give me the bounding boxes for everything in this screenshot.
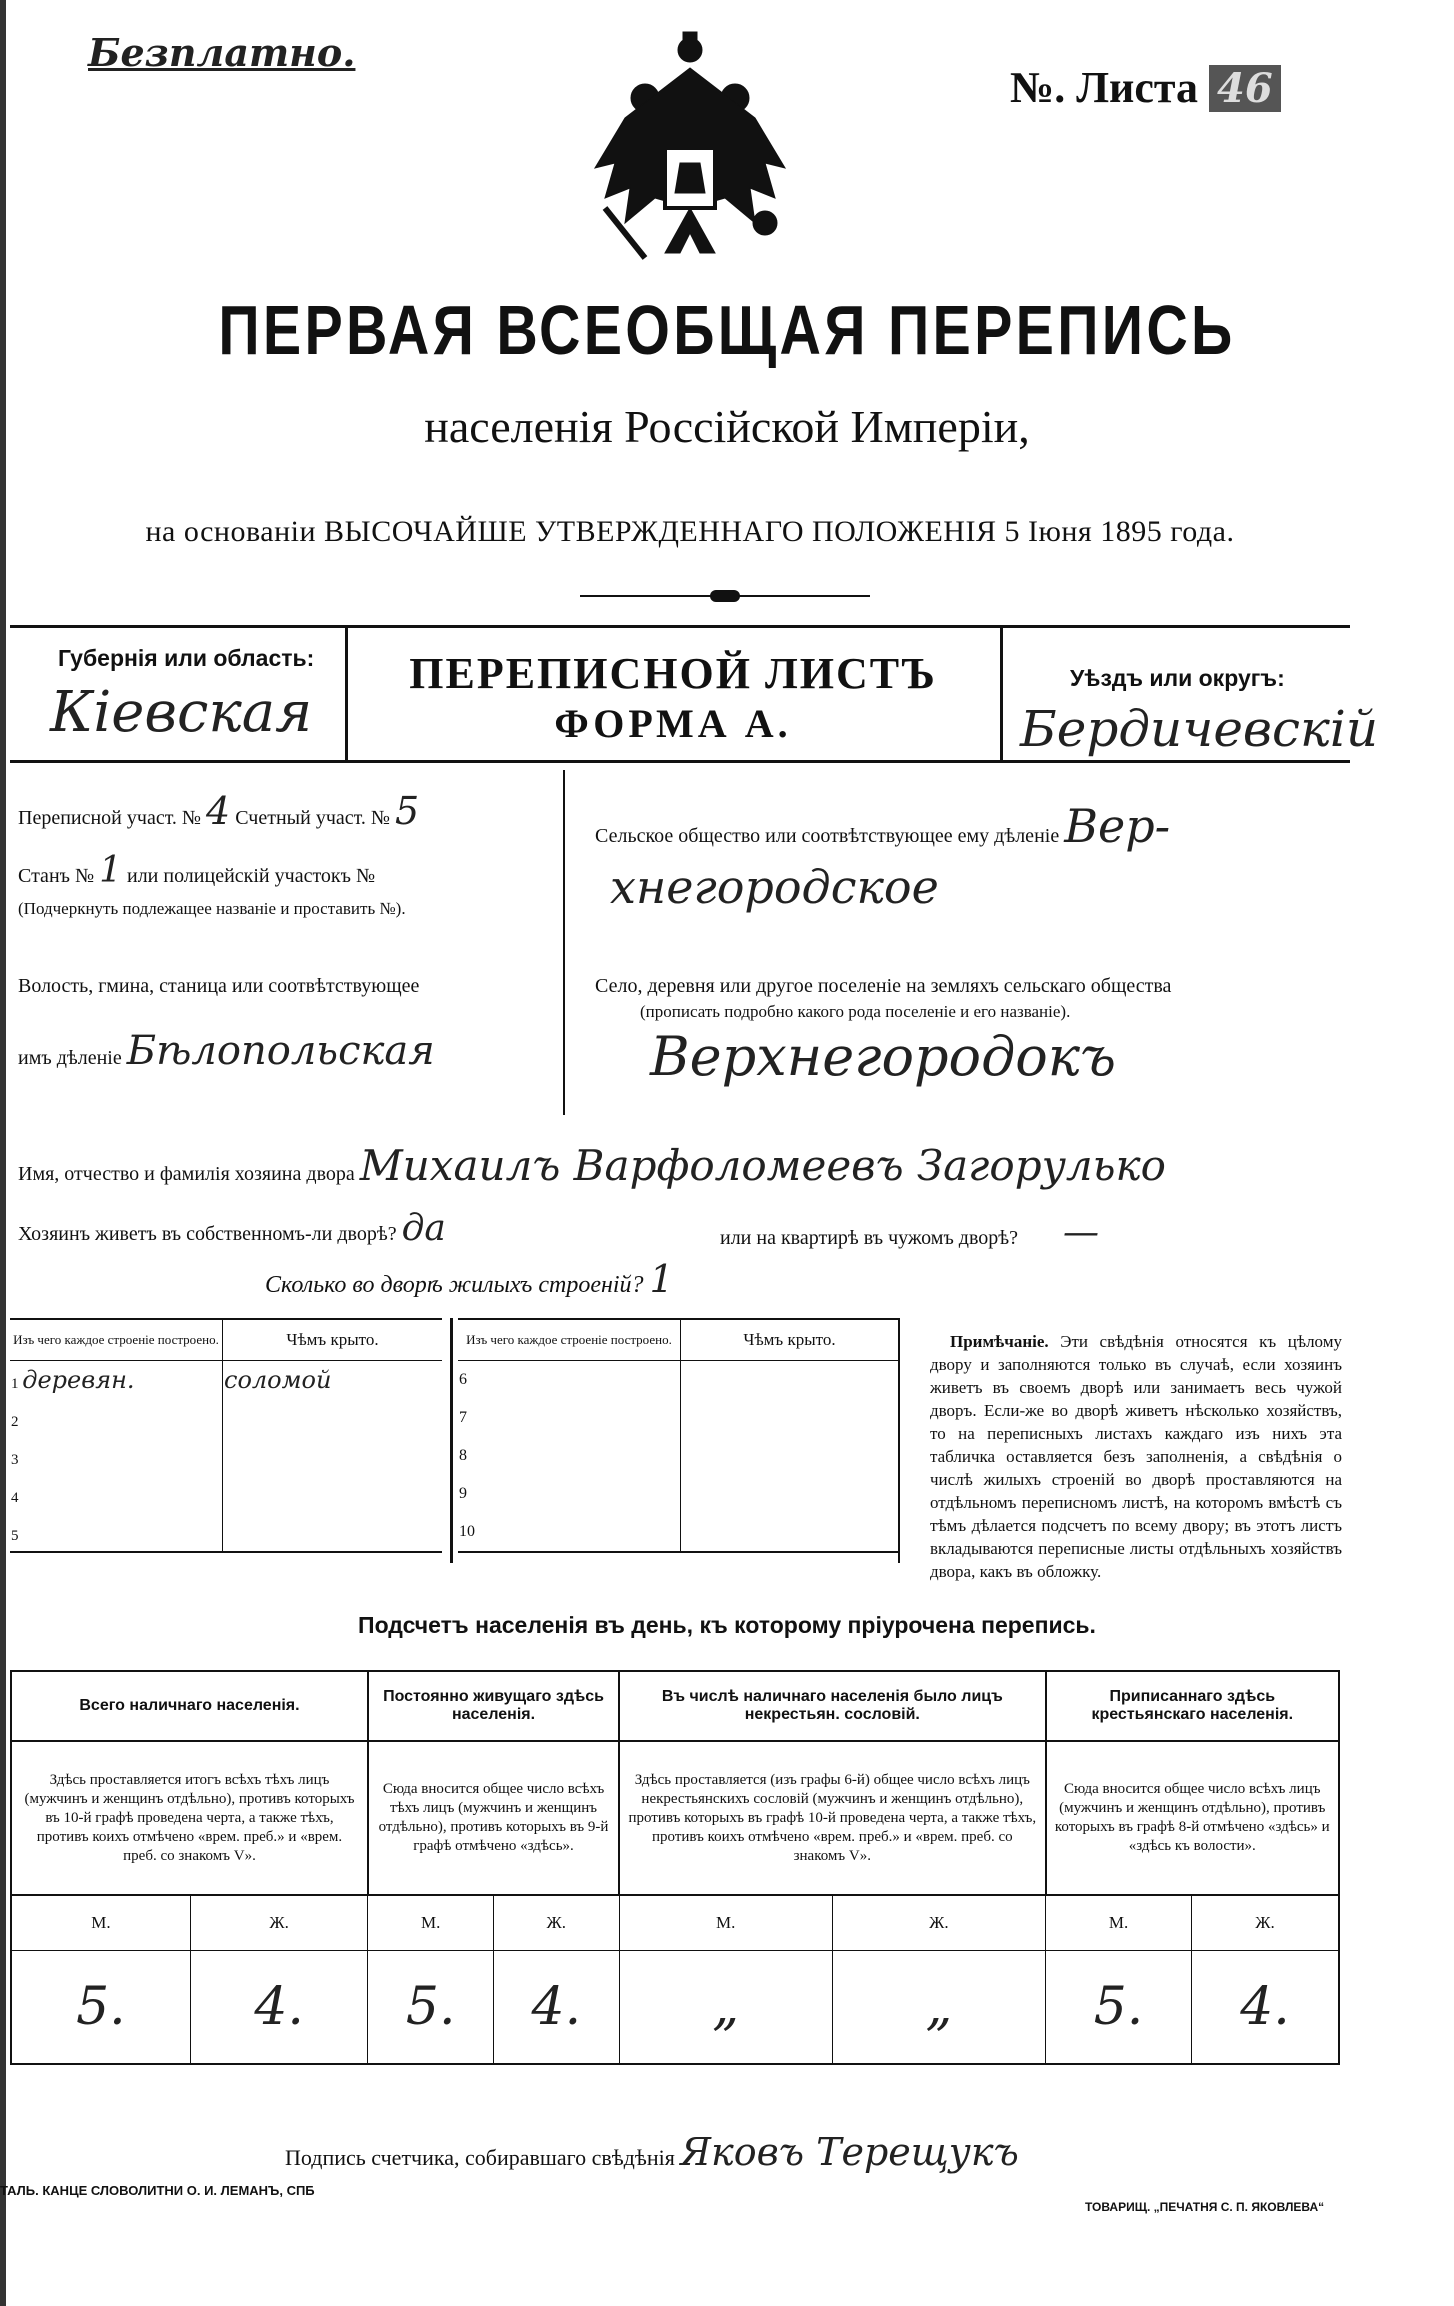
- male-label: М.: [11, 1895, 190, 1951]
- building-cell-material: [10, 1361, 223, 1400]
- owner-rent-value: —: [1063, 1212, 1100, 1253]
- female-label: Ж.: [1192, 1895, 1339, 1951]
- society-value-1: Вер-: [1064, 799, 1171, 853]
- owner-count-value: 1: [649, 1257, 674, 1301]
- stan-line: [18, 850, 376, 891]
- owner-lives-label: Хозяинъ живетъ въ собственномъ-ли дворѣ?: [18, 1223, 397, 1245]
- building-cell-material: [458, 1475, 681, 1513]
- note-block: [930, 1330, 1342, 1583]
- sheet-label: [1010, 62, 1281, 113]
- uchast-label: Переписной участ. №: [18, 807, 202, 829]
- count-column-desc: Сюда вносится общее число всѣхъ лицъ (мужчинъ и женщинъ отдѣльно), противъ которыхъ въ графѣ 8-й отмѣчено «здѣсь» и «здѣсь къ волости».: [1046, 1741, 1339, 1895]
- stan-label: Станъ №: [18, 865, 95, 887]
- owner-lives-line: [18, 1208, 446, 1249]
- owner-name-line: [18, 1141, 1166, 1190]
- ornament-divider: [580, 590, 870, 602]
- owner-rent-line: [720, 1212, 1100, 1253]
- building-row: [10, 1475, 442, 1513]
- underline-note: (Подчеркнуть подлежащее названіе и проставить №).: [18, 899, 406, 918]
- building-number: 4: [11, 1490, 19, 1506]
- male-label: М.: [1046, 1895, 1192, 1951]
- building-roof: [223, 1437, 443, 1475]
- signature-line: [285, 2130, 1019, 2174]
- building-row: [10, 1361, 442, 1400]
- building-cell-material: [10, 1513, 223, 1552]
- male-count: 5.: [1046, 1951, 1192, 2065]
- uchast-value: 4: [206, 789, 231, 833]
- count-column-head: Постоянно живущаго здѣсь населенія.: [368, 1671, 619, 1741]
- building-roof: [681, 1399, 899, 1437]
- building-row: [458, 1437, 898, 1475]
- owner-rent-label: или на квартирѣ въ чужомъ дворѣ?: [720, 1227, 1019, 1249]
- building-row: [10, 1399, 442, 1437]
- male-count: 5.: [368, 1951, 494, 2065]
- count-column-head: Всего наличнаго населенія.: [11, 1671, 368, 1741]
- count-column-head: Въ числѣ наличнаго населенія было лицъ некрестьян. сословій.: [619, 1671, 1045, 1741]
- building-cell-material: [10, 1399, 223, 1437]
- uchast-line: [18, 789, 420, 833]
- female-count: 4.: [1192, 1951, 1339, 2065]
- female-count: 4.: [190, 1951, 368, 2065]
- count-title: Подсчетъ населенія въ день, къ которому пріурочена перепись.: [358, 1612, 1096, 1638]
- buildings-material-header: Изъ чего каждое строеніе построено.: [10, 1319, 223, 1361]
- page-title: ПЕРВАЯ ВСЕОБЩАЯ ПЕРЕПИСЬ: [218, 291, 1236, 369]
- schet-value: 5: [394, 789, 420, 833]
- building-row: [458, 1361, 898, 1400]
- owner-name-value: Михаилъ Варфоломеевъ Загорулько: [359, 1141, 1166, 1190]
- uezd-value: Бердичевскій: [1020, 700, 1379, 758]
- building-number: 6: [459, 1371, 467, 1388]
- selo-note: (прописать подробно какого рода поселеніе и его названіе).: [640, 1002, 1071, 1021]
- male-label: М.: [619, 1895, 832, 1951]
- male-count: 5.: [11, 1951, 190, 2065]
- buildings-roof-header: Чѣмъ крыто.: [223, 1319, 443, 1361]
- male-count: „: [619, 1951, 832, 2065]
- society-value-2: хнегородское: [610, 860, 939, 914]
- buildings-table-left: [10, 1318, 442, 1553]
- buildings-right-edge: [898, 1318, 900, 1563]
- building-cell-material: [458, 1513, 681, 1552]
- volost-label-2: [18, 1028, 435, 1074]
- building-roof: [681, 1513, 899, 1552]
- form-center-form: ФОРМА А.: [554, 701, 792, 746]
- scan-edge: [0, 0, 6, 2306]
- form-center-title: ПЕРЕПИСНОЙ ЛИСТЪ: [409, 649, 937, 698]
- owner-count-line: [265, 1257, 674, 1301]
- building-number: 10: [459, 1523, 475, 1540]
- fields-divider: [563, 770, 565, 1115]
- buildings-table-right: [458, 1318, 898, 1553]
- building-number: 9: [459, 1485, 467, 1502]
- building-row: [458, 1399, 898, 1437]
- buildings-material-header-2: Изъ чего каждое строеніе построено.: [458, 1319, 681, 1361]
- form-mid-rule: [10, 760, 1350, 763]
- building-cell-material: [10, 1475, 223, 1513]
- schet-label: Счетный участ. №: [235, 807, 390, 829]
- building-number: 1: [11, 1376, 19, 1392]
- building-roof: [223, 1475, 443, 1513]
- building-row: [458, 1513, 898, 1552]
- building-roof: [223, 1513, 443, 1552]
- building-roof: [681, 1475, 899, 1513]
- building-row: [458, 1475, 898, 1513]
- building-cell-material: [458, 1399, 681, 1437]
- gubernia-value: Кіевская: [50, 680, 313, 745]
- building-roof: [681, 1437, 899, 1475]
- selo-label: Село, деревня или другое поселеніе на земляхъ сельскаго общества: [595, 975, 1172, 997]
- volost-value: Бѣлопольская: [126, 1028, 435, 1074]
- male-label: М.: [368, 1895, 494, 1951]
- form-divider-right: [1000, 625, 1003, 760]
- building-number: 8: [459, 1447, 467, 1464]
- female-label: Ж.: [190, 1895, 368, 1951]
- female-count: „: [832, 1951, 1045, 2065]
- society-label: Сельское общество или соотвѣтствующее ему дѣленіе: [595, 825, 1060, 847]
- building-cell-material: [10, 1437, 223, 1475]
- building-number: 3: [11, 1452, 19, 1468]
- page-subtitle: населенія Россійской Имперіи,: [424, 401, 1030, 452]
- buildings-roof-header-2: Чѣмъ крыто.: [681, 1319, 899, 1361]
- building-roof: соломой: [224, 1366, 332, 1394]
- building-number: 7: [459, 1409, 467, 1426]
- selo-value: Верхнегородокъ: [650, 1025, 1117, 1088]
- society-line: [595, 799, 1171, 853]
- sheet-number: 46: [1209, 65, 1281, 112]
- note-heading: Примѣчаніе.: [950, 1332, 1049, 1351]
- owner-name-label: Имя, отчество и фамилія хозяина двора: [18, 1163, 355, 1185]
- sheet-label-text: №. Листа: [1010, 63, 1199, 112]
- owner-count-label: Сколько во дворѣ жилыхъ строеній?: [265, 1272, 644, 1298]
- signature-label: Подпись счетчика, собиравшаго свѣдѣнія: [285, 2145, 675, 2170]
- double-headed-eagle-icon: [585, 28, 795, 273]
- building-number: 5: [11, 1528, 19, 1544]
- female-label: Ж.: [832, 1895, 1045, 1951]
- building-material: деревян.: [22, 1366, 135, 1394]
- building-row: [10, 1513, 442, 1552]
- free-label: Безплатно.: [88, 30, 356, 75]
- building-roof: [223, 1399, 443, 1437]
- count-column-desc: Сюда вносится общее число всѣхъ тѣхъ лицъ (мужчинъ и женщинъ отдѣльно), противъ которыхъ въ 9-й графѣ отмѣчено «здѣсь».: [368, 1741, 619, 1895]
- count-column-head: Приписаннаго здѣсь крестьянскаго населенія.: [1046, 1671, 1339, 1741]
- imprint-right: ТОВАРИЩ. „ПЕЧАТНЯ С. П. ЯКОВЛЕВА“: [1085, 2200, 1325, 2214]
- stan-value: 1: [99, 850, 122, 891]
- imprint-left: ТАЛЬ. КАНЦЕ СЛОВОЛИТНИ О. И. ЛЕМАНЪ, СПБ: [0, 2183, 315, 2198]
- uezd-label: Уѣздъ или округъ:: [1070, 665, 1285, 691]
- form-top-rule: [10, 625, 1350, 628]
- basis-line: на основаніи ВЫСОЧАЙШЕ УТВЕРЖДЕННАГО ПОЛОЖЕНІЯ 5 Іюня 1895 года.: [145, 515, 1235, 548]
- count-table: [10, 1670, 1340, 2065]
- count-column-desc: Здѣсь проставляется итогъ всѣхъ тѣхъ лицъ (мужчинъ и женщинъ отдѣльно), противъ которыхъ въ 10-й графѣ проведена черта, а также тѣхъ, противъ коихъ отмѣчено «врем. преб.» и «врем. преб. со знакомъ V».: [11, 1741, 368, 1895]
- building-cell-material: [458, 1437, 681, 1475]
- building-roof: [681, 1361, 899, 1400]
- gubernia-label: Губернія или область:: [58, 645, 315, 671]
- building-cell-material: [458, 1361, 681, 1400]
- female-count: 4.: [494, 1951, 620, 2065]
- female-label: Ж.: [494, 1895, 620, 1951]
- count-column-desc: Здѣсь проставляется (изъ графы 6-й) общее число всѣхъ лицъ некрестьянскихъ сословій (мужчинъ и женщинъ отдѣльно), противъ которыхъ въ графѣ 10-й проведена черта, а также тѣхъ, противъ коихъ отмѣчено «врем. преб.» и «врем. преб. со знакомъ V».: [619, 1741, 1045, 1895]
- volost-label-1: Волость, гмина, станица или соотвѣтствующее: [18, 975, 420, 997]
- police-label: или полицейскій участокъ №: [126, 865, 376, 887]
- signature-value: Яковъ Терещукъ: [680, 2130, 1019, 2174]
- building-number: 2: [11, 1414, 19, 1430]
- owner-lives-value: да: [401, 1208, 446, 1249]
- buildings-vertical-rule: [450, 1318, 453, 1563]
- building-row: [10, 1437, 442, 1475]
- note-text: Эти свѣдѣнія относятся къ цѣлому двору и заполняются только въ случаѣ, если хозяинъ живетъ въ своемъ дворѣ или занимаетъ весь чужой дворъ. Если-же во дворѣ живетъ нѣсколько хозяйствъ, то на переписныхъ листахъ каждаго изъ нихъ эта табличка оставляется безъ заполненія, а свѣдѣнія о числѣ жилыхъ строеній во дворѣ проставляются на отдѣльномъ переписномъ листѣ, на которомъ вмѣстѣ съ тѣмъ дѣлается подсчетъ по всему двору; въ этотъ листъ вкладываются переписные листы отдѣльныхъ хозяйствъ двора, какъ въ обложку.: [930, 1332, 1342, 1581]
- volost-label-2-text: имъ дѣленіе: [18, 1047, 122, 1069]
